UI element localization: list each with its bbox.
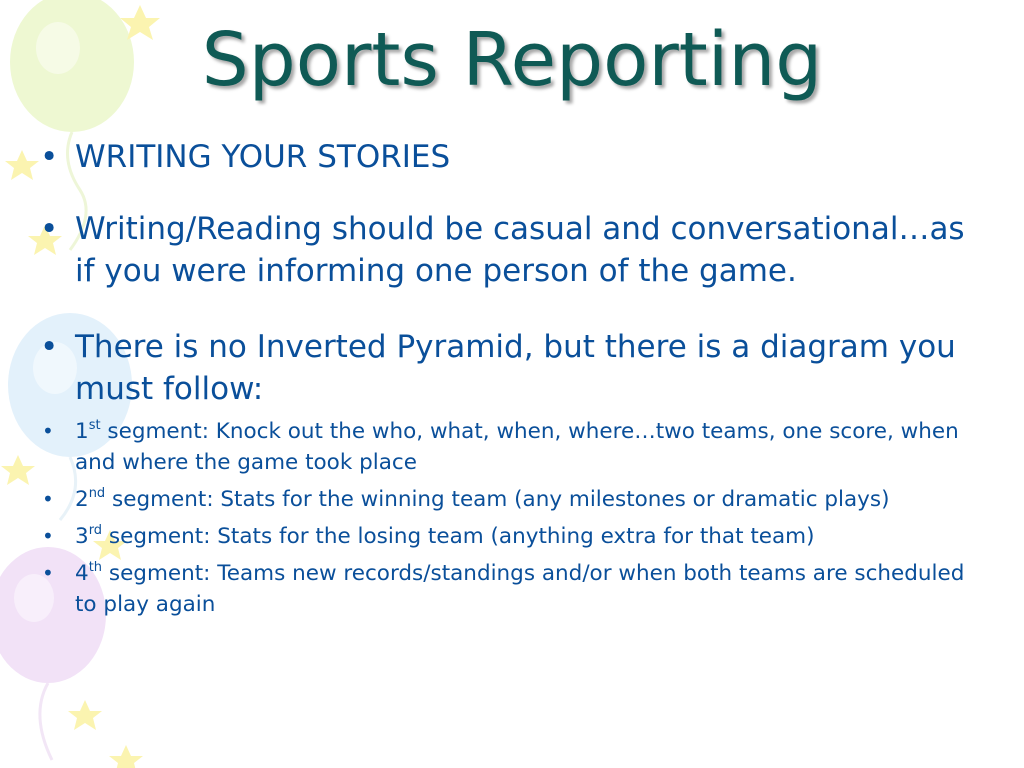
bullet-text: WRITING YOUR STORIES [75, 139, 451, 175]
bullet-icon: • [42, 524, 54, 548]
segment-ordinal: st [88, 418, 101, 433]
segment-text: segment: Stats for the losing team (anything extra for that team) [102, 524, 815, 549]
bullet-item [40, 136, 990, 178]
bullet-text: Writing/Reading should be casual and conversational…as if you were informing one person of the game. [75, 211, 965, 289]
bullet-text: There is no Inverted Pyramid, but there is a diagram you must follow: [75, 329, 956, 407]
segment-number: 3 [75, 524, 89, 549]
segment-item [40, 558, 990, 620]
bullet-icon: • [40, 211, 59, 247]
segment-ordinal: nd [88, 486, 106, 501]
segment-text: segment: Stats for the winning team (any milestones or dramatic plays) [105, 487, 890, 512]
bullet-item [40, 326, 990, 410]
segment-text: segment: Knock out the who, what, when, where…two teams, one score, when and where the game took place [75, 419, 959, 475]
slide-title: Sports Reporting [201, 17, 823, 103]
segment-ordinal: rd [88, 523, 103, 538]
bullet-icon: • [42, 561, 54, 585]
segment-number: 4 [75, 561, 89, 586]
segment-item [40, 521, 990, 552]
segment-ordinal: th [88, 560, 103, 575]
segment-number: 2 [75, 487, 89, 512]
segment-item [40, 416, 990, 478]
bullet-icon: • [42, 419, 54, 443]
segment-number: 1 [75, 419, 89, 444]
bullet-icon: • [42, 487, 54, 511]
segment-item [40, 484, 990, 515]
slide-content [40, 136, 990, 620]
segment-text: segment: Teams new records/standings and/or when both teams are scheduled to play again [75, 561, 965, 617]
bullet-icon: • [40, 139, 59, 175]
bullet-item [40, 208, 990, 292]
bullet-icon: • [40, 329, 59, 365]
